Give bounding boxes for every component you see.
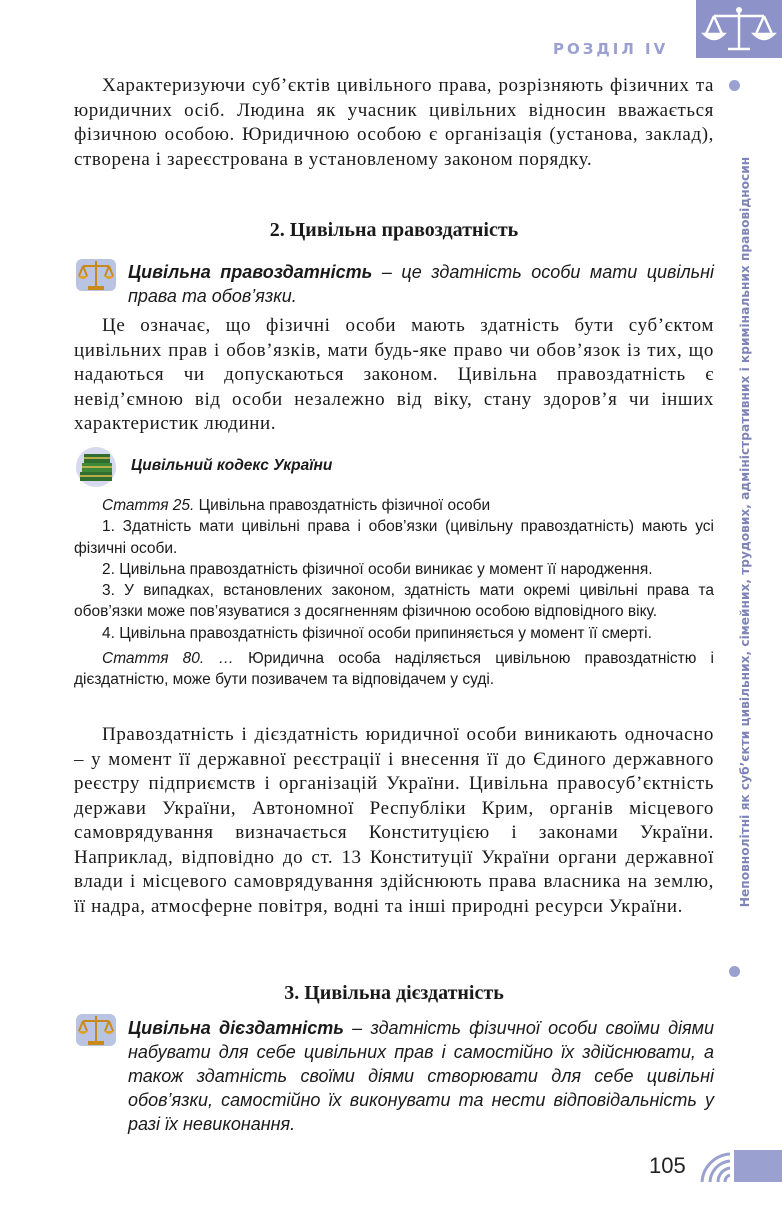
definition-scales-icon-2	[74, 1010, 118, 1055]
article25-item-4: 4. Цивільна правоздатність фізичної особи припиняється у момент її смерті.	[102, 624, 652, 642]
legal-capacity-definition	[128, 260, 714, 308]
active-capacity-text: – здатність фізичної особи своїми діями набувати для себе цивільних прав і самостійно їх здійснювати, а також здатність своїми діями створювати для себе цивільні обов’язки, самостійно їх виконувати та нести відповідальність у разі їх невиконання.	[128, 1018, 715, 1134]
scales-of-justice-icon	[700, 4, 778, 54]
article25-label: Стаття 25.	[102, 497, 195, 514]
page-corner-decoration	[700, 1146, 782, 1186]
legal-capacity-explanation: Це означає, що фізичні особи мають здатність бути суб’єктом цивільних прав і обов’язків, мати будь-яке право чи обов’язок із тих, що надаються чи допускаються законом. Цивільна правоздатність є невід’ємною від особи незалежно від віку, стану здоров’я чи інших характеристик людини.	[74, 315, 714, 434]
sidebar-dot-bottom	[729, 966, 740, 977]
active-capacity-definition	[128, 1016, 714, 1136]
section2-heading: 2. Цивільна правоздатність	[269, 219, 519, 241]
page-number: 105	[649, 1153, 686, 1178]
article25-item-2: 2. Цивільна правоздатність фізичної особи виникає у момент її народження.	[102, 560, 653, 578]
law-books-icon	[74, 446, 118, 493]
legal-capacity-term: Цивільна правоздатність	[128, 262, 373, 282]
active-capacity-term: Цивільна дієздатність	[128, 1018, 344, 1038]
section-label: РОЗДІЛ IV	[553, 40, 669, 58]
civil-code-articles	[74, 495, 714, 691]
article25-title: Цивільна правоздатність фізичної особи	[194, 497, 491, 514]
article25-item-3: 3. У випадках, встановлених законом, здатність мати окремі цивільні права та обов’язки може пов’язуватися з досягненням фізичною особою відповідного віку.	[74, 582, 714, 621]
legal-entity-paragraph: Правоздатність і дієздатність юридичної особи виникають одночасно – у момент її державної реєстрації і внесення її до Єдиного державного реєстру підприємств і організацій України. Цивільна правосуб’єктність держави України, Автономної Республіки Крим, органів місцевого самоврядування визначається Конституцією і законами України. Наприклад, відповідно до ст. 13 Конституції України органи державної влади і місцевого самоврядування здійснюють права власника на землю, її надра, атмосферне повітря, водні та інші природні ресурси України.	[74, 724, 714, 917]
article25-item-1: 1. Здатність мати цивільні права і обов’язки (цивільну правоздатність) мають усі фізичні особи.	[74, 518, 714, 557]
intro-paragraph: Характеризуючи суб’єктів цивільного права, розрізняють фізичних та юридичних осіб. Людина як учасник цивільних відносин вважається фізичною особою. Юридичною особою є організація (установа, заклад), створена і зареєстрована в установленому законом порядку.	[74, 75, 714, 170]
definition-scales-icon	[74, 255, 118, 300]
article80-label: Стаття 80. …	[102, 650, 234, 668]
article80-text: Юридична особа наділяється цивільною правоздатністю і дієздатністю, може бути позивачем та відповідачем у суді.	[74, 650, 715, 689]
section3-heading: 3. Цивільна дієздатність	[284, 982, 504, 1004]
sidebar-vertical-title: Неповнолітні як суб’єкти цивільних, сімейних, трудових, адміністративних і кримінальних правовідносин	[738, 156, 752, 908]
legal-capacity-text: – це здатність особи мати цивільні права та обов’язки.	[128, 262, 714, 306]
header-corner-block	[696, 0, 782, 58]
article25-heading	[74, 495, 714, 516]
sidebar-dot-top	[729, 80, 740, 91]
article80	[74, 648, 714, 691]
civil-code-title: Цивільний кодекс України	[131, 457, 333, 474]
